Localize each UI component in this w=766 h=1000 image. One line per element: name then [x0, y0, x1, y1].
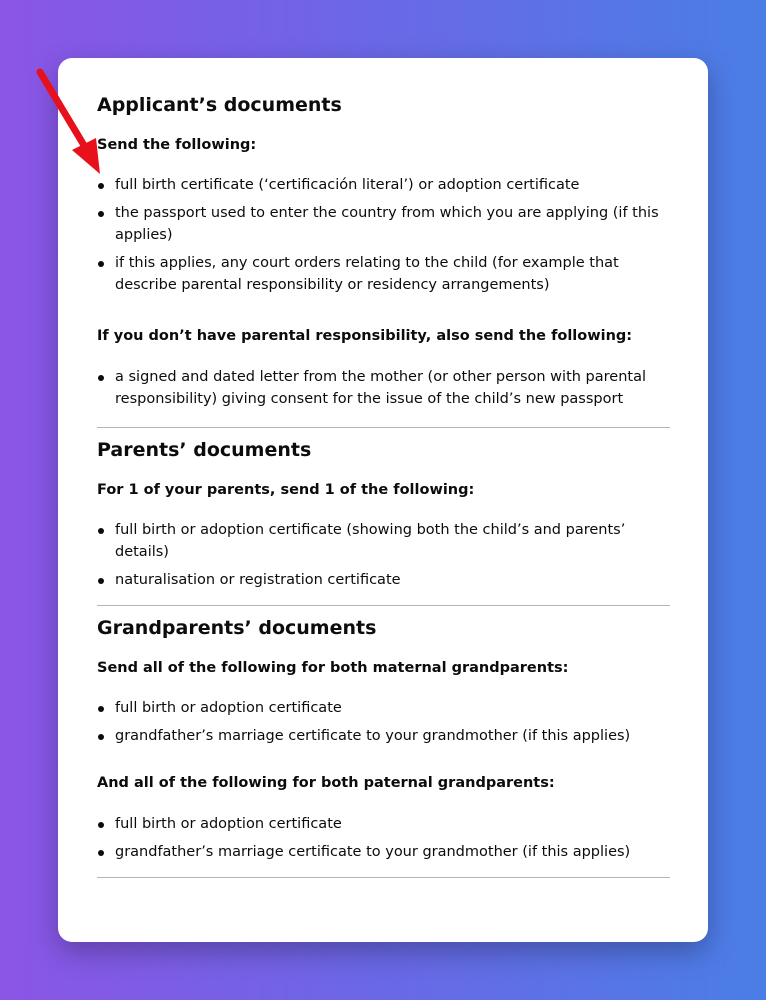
list-item: full birth certificate (‘certificación literal’) or adoption certificate	[97, 174, 670, 197]
bullet-icon	[98, 706, 104, 712]
applicant-list	[97, 174, 670, 297]
parents-lead: For 1 of your parents, send 1 of the following:	[97, 481, 475, 498]
grandparents-lead-2: And all of the following for both paternal grandparents:	[97, 775, 555, 791]
list-item: naturalisation or registration certificate	[97, 569, 670, 592]
applicant-list-2	[97, 366, 670, 411]
content-card	[58, 58, 708, 942]
applicant-lead: Send the following:	[97, 137, 257, 153]
bullet-icon	[98, 183, 104, 189]
section-divider	[97, 877, 670, 878]
grandparents-section	[97, 616, 670, 863]
bullet-icon	[98, 734, 104, 740]
list-item: full birth or adoption certificate	[97, 697, 670, 720]
list-item: the passport used to enter the country from which you are applying (if this applies)	[97, 202, 670, 247]
grandparents-list-2	[97, 813, 670, 863]
list-item: if this applies, any court orders relating to the child (for example that describe parental responsibility or residency arrangements)	[97, 252, 670, 297]
bullet-icon	[98, 261, 104, 267]
bullet-icon	[98, 211, 104, 217]
parents-list	[97, 519, 670, 592]
list-item: a signed and dated letter from the mother (or other person with parental responsibility) giving consent for the issue of the child’s new passport	[97, 366, 670, 411]
list-item: grandfather’s marriage certificate to your grandmother (if this applies)	[97, 841, 670, 864]
parents-title: Parents’ documents	[97, 438, 312, 461]
bullet-icon	[98, 822, 104, 828]
applicant-title: Applicant’s documents	[97, 94, 342, 116]
bullet-icon	[98, 528, 104, 534]
applicant-section	[97, 58, 670, 411]
list-item: full birth or adoption certificate	[97, 813, 670, 836]
list-item: full birth or adoption certificate (showing both the child’s and parents’ details)	[97, 519, 670, 564]
red-arrow-icon	[30, 62, 110, 182]
grandparents-lead: Send all of the following for both maternal grandparents:	[97, 660, 569, 676]
bullet-icon	[98, 375, 104, 381]
grandparents-list	[97, 697, 670, 747]
section-divider	[97, 427, 670, 428]
bullet-icon	[98, 578, 104, 584]
parents-section	[97, 438, 670, 592]
applicant-lead-2: If you don’t have parental responsibility, also send the following:	[97, 327, 633, 344]
list-item: grandfather’s marriage certificate to your grandmother (if this applies)	[97, 725, 670, 748]
grandparents-title: Grandparents’ documents	[97, 617, 377, 639]
bullet-icon	[98, 850, 104, 856]
section-divider	[97, 605, 670, 606]
